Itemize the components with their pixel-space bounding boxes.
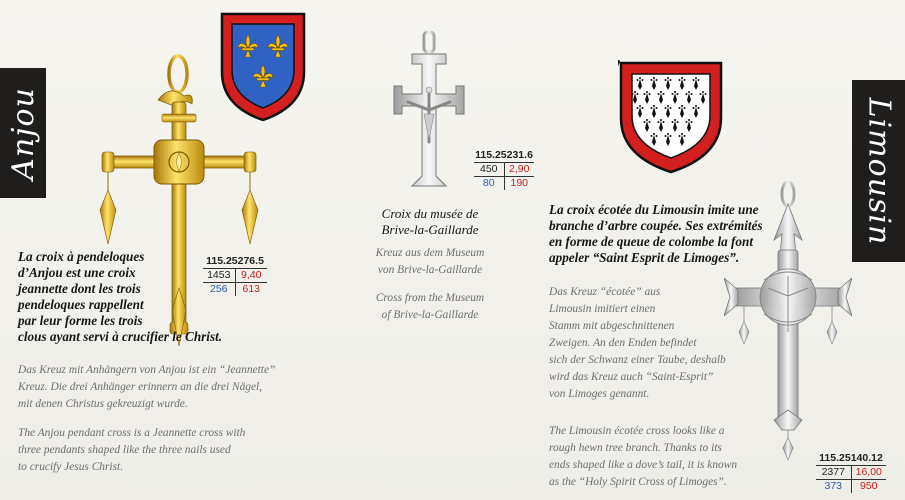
text-line: La croix à pendeloques <box>18 249 145 264</box>
text-line: of Brive-la-Gaillarde <box>381 309 479 321</box>
text-line: to crucify Jesus Christ. <box>18 461 124 473</box>
anjou-side-tab <box>0 68 46 198</box>
text-line: par leur forme les trois <box>18 313 143 328</box>
text-line: clous ayant servi à crucifier le Christ. <box>18 329 223 344</box>
anjou-text-en <box>18 425 348 476</box>
limousin-qty: 2377 <box>821 466 845 478</box>
brive-price-row <box>474 163 534 177</box>
limousin-value: 950 <box>851 480 887 493</box>
anjou-ref: 115.25276.5 <box>203 255 267 269</box>
text-line: The Anjou pendant cross is a Jeannette cross with <box>18 427 246 439</box>
anjou-qty: 1453 <box>207 269 231 281</box>
text-line: Kreuz aus dem Museum <box>375 247 485 259</box>
limousin-side-tab <box>852 80 905 262</box>
limousin-price-row <box>816 466 886 480</box>
brive-silver-cross-image <box>384 30 474 194</box>
limousin-price-box <box>816 452 886 493</box>
text-line: pendeloques rappellent <box>18 297 144 312</box>
text-line: Limousin imitiert einen <box>549 303 656 315</box>
brive-title <box>355 206 505 238</box>
text-line: en forme de queue de colombe la font <box>549 234 754 249</box>
limousin-tab-label: Limousin <box>861 97 897 245</box>
text-line: Stamm mit abgeschnittenen <box>549 320 675 332</box>
brive-price-box <box>474 149 534 190</box>
text-line: appeler “Saint Esprit de Limoges”. <box>549 250 740 265</box>
text-line: Croix du musée de <box>381 206 479 221</box>
text-line: Kreuz. Die drei Anhänger erinnern an die drei Nägel, <box>18 381 263 393</box>
text-line: mit denen Christus gekreuzigt wurde. <box>18 398 188 410</box>
limousin-price-row <box>816 480 886 493</box>
limousin-code: 373 <box>824 480 843 492</box>
text-line: von Limoges genannt. <box>549 388 650 400</box>
brive-text-en <box>355 290 505 324</box>
limousin-ref: 115.25140.12 <box>816 452 886 466</box>
text-line: rough hewn tree branch. Thanks to its <box>549 442 722 454</box>
text-line: Cross from the Museum <box>375 292 485 304</box>
anjou-text-fr <box>18 249 278 345</box>
text-line: d’Anjou est une croix <box>18 265 136 280</box>
text-line: Das Kreuz “écotée” aus <box>549 286 661 298</box>
text-line: wird das Kreuz auch “Saint-Esprit” <box>549 371 714 383</box>
text-line: as the “Holy Spirit Cross of Limoges”. <box>549 476 727 488</box>
text-line: von Brive-la-Gaillarde <box>377 264 483 276</box>
brive-price: 2,90 <box>504 163 535 176</box>
text-line: jeannette dont les trois <box>18 281 141 296</box>
anjou-value: 613 <box>235 283 268 296</box>
brive-code: 80 <box>482 177 495 189</box>
text-line: three pendants shaped like the three nails used <box>18 444 231 456</box>
brive-value: 190 <box>504 177 535 190</box>
brive-qty: 450 <box>479 163 498 175</box>
anjou-tab-label: Anjou <box>5 86 41 180</box>
text-line: ends shaped like a dove’s tail, it is known <box>549 459 738 471</box>
limousin-coat-of-arms <box>618 60 724 176</box>
brive-price-row <box>474 177 534 190</box>
text-line: Brive-la-Gaillarde <box>381 222 479 237</box>
anjou-code: 256 <box>209 283 228 295</box>
text-line: La croix écotée du Limousin imite une <box>549 202 759 217</box>
limousin-text-de <box>549 284 759 403</box>
text-line: sich der Schwanz einer Taube, deshalb <box>549 354 726 366</box>
text-line: Zweigen. An den Enden befindet <box>549 337 697 349</box>
brive-text-de <box>355 245 505 279</box>
brive-ref: 115.25231.6 <box>475 149 533 161</box>
text-line: The Limousin écotée cross looks like a <box>549 425 725 437</box>
anjou-text-de <box>18 362 348 413</box>
limousin-text-fr <box>549 202 789 266</box>
text-line: branche d’arbre coupée. Ses extrémités <box>549 218 763 233</box>
limousin-price: 16,00 <box>851 466 887 479</box>
limousin-text-en <box>549 423 779 491</box>
text-line: Das Kreuz mit Anhängern von Anjou ist ein “Jeannette” <box>18 364 276 376</box>
anjou-price: 9,40 <box>235 269 268 282</box>
